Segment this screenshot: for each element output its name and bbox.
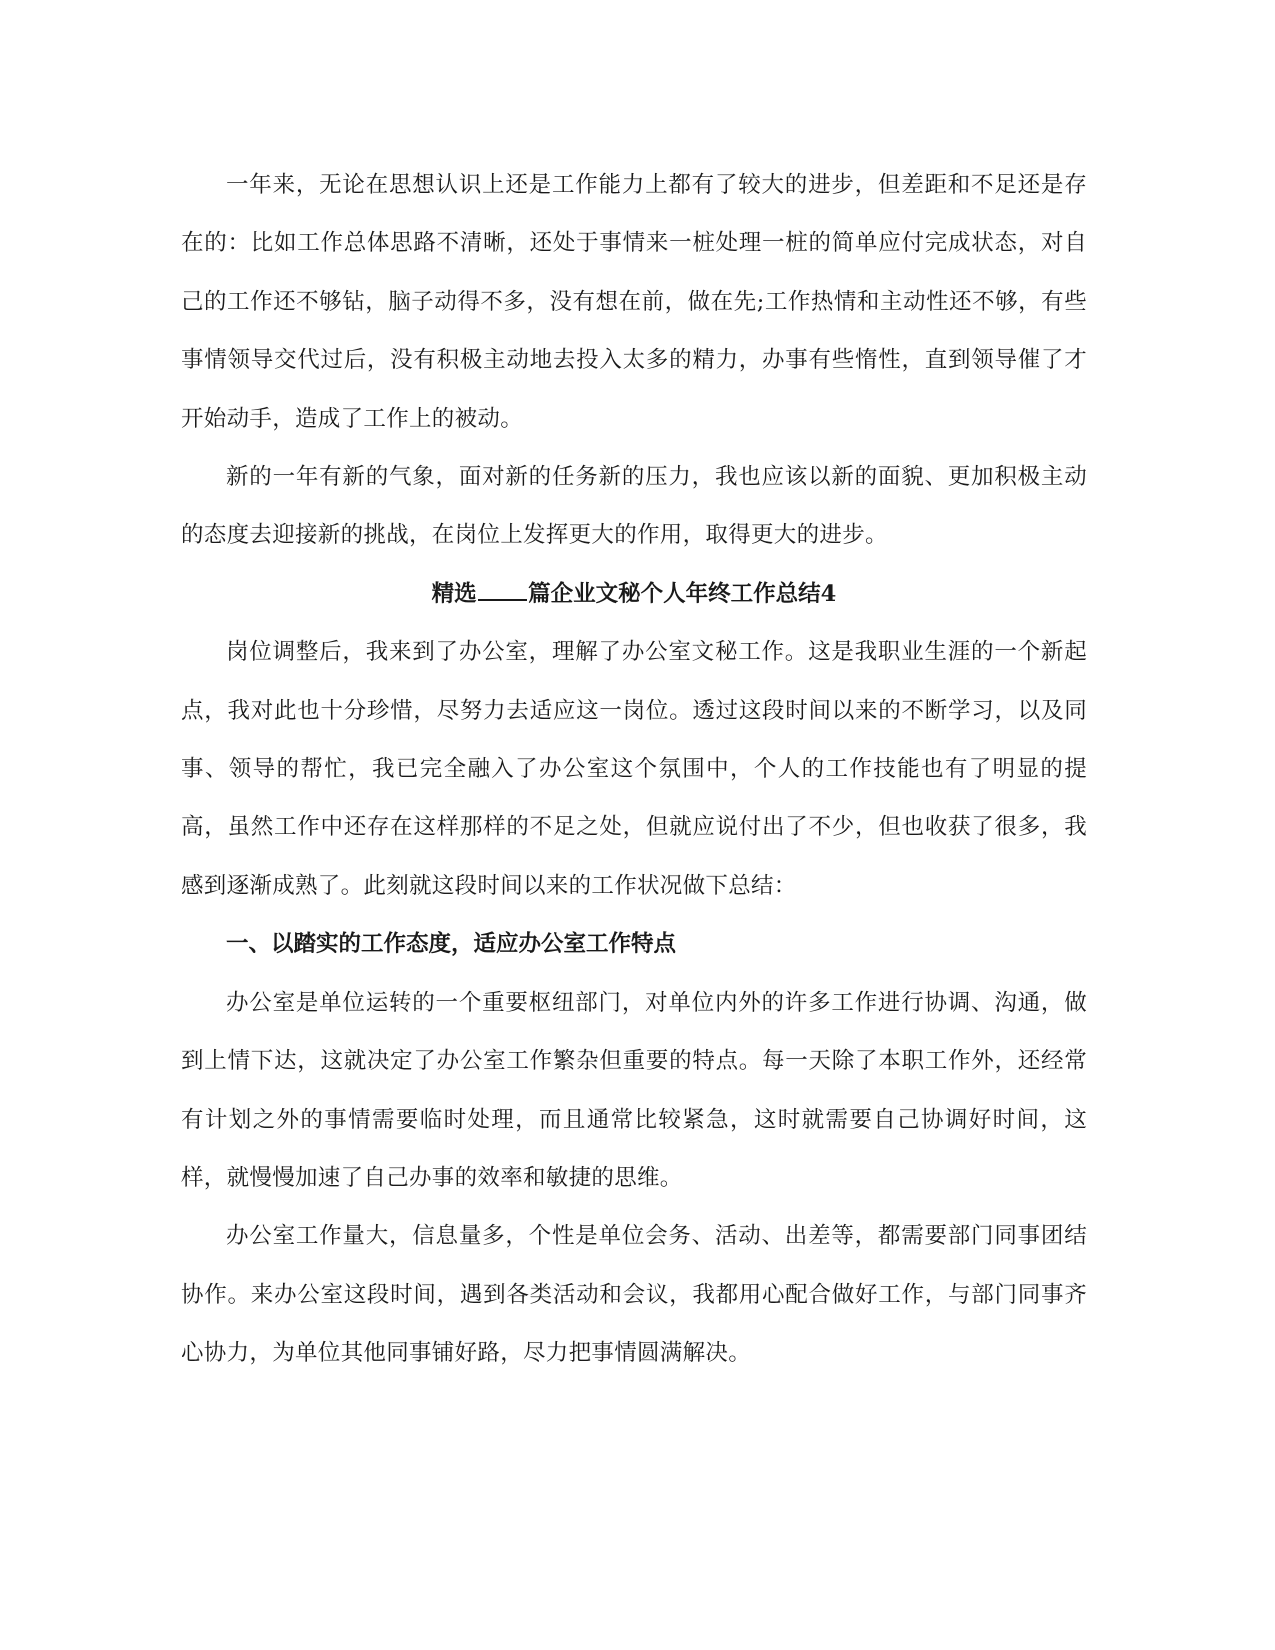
paragraph-progress-and-shortcomings: 一年来，无论在思想认识上还是工作能力上都有了较大的进步，但差距和不足还是存在的：比如工作总体思路不清晰，还处于事情来一桩处理一桩的简单应付完成状态，对自己的工作还不够钻，脑子动得不多，没有想在前，做在先;工作热情和主动性还不够，有些事情领导交代过后，没有积极主动地去投入太多的精力，办事有些惰性，直到领导催了才开始动手，造成了工作上的被动。 (181, 172, 1087, 432)
document-page (181, 156, 1087, 1383)
section-title-suffix: 篇企业文秘个人年终工作总结4 (528, 580, 837, 607)
paragraph-office-hub: 办公室是单位运转的一个重要枢纽部门，对单位内外的许多工作进行协调、沟通，做到上情下达，这就决定了办公室工作繁杂但重要的特点。每一天除了本职工作外，还经常有计划之外的事情需要临时处理，而且通常比较紧急，这时就需要自己协调好时间，这样，就慢慢加速了自己办事的效率和敏捷的思维。 (181, 989, 1087, 1191)
heading-1: 一、以踏实的工作态度，适应办公室工作特点 (226, 931, 677, 958)
paragraph-intro: 岗位调整后，我来到了办公室，理解了办公室文秘工作。这是我职业生涯的一个新起点，我对此也十分珍惜，尽努力去适应这一岗位。透过这段时间以来的不断学习，以及同事、领导的帮忙，我已完全融入了办公室这个氛围中，个人的工作技能也有了明显的提高，虽然工作中还存在这样那样的不足之处，但就应说付出了不少，但也收获了很多，我感到逐渐成熟了。此刻就这段时间以来的工作状况做下总结： (181, 639, 1087, 899)
section-title (181, 565, 1087, 623)
paragraph-new-year-outlook: 新的一年有新的气象，面对新的任务新的压力，我也应该以新的面貌、更加积极主动的态度去迎接新的挑战，在岗位上发挥更大的作用，取得更大的进步。 (181, 464, 1087, 549)
section-title-prefix: 精选 (431, 580, 477, 607)
title-blank-line (478, 579, 528, 601)
paragraph-teamwork: 办公室工作量大，信息量多，个性是单位会务、活动、出差等，都需要部门同事团结协作。来办公室这段时间，遇到各类活动和会议，我都用心配合做好工作，与部门同事齐心协力，为单位其他同事铺好路，尽力把事情圆满解决。 (181, 1223, 1087, 1367)
